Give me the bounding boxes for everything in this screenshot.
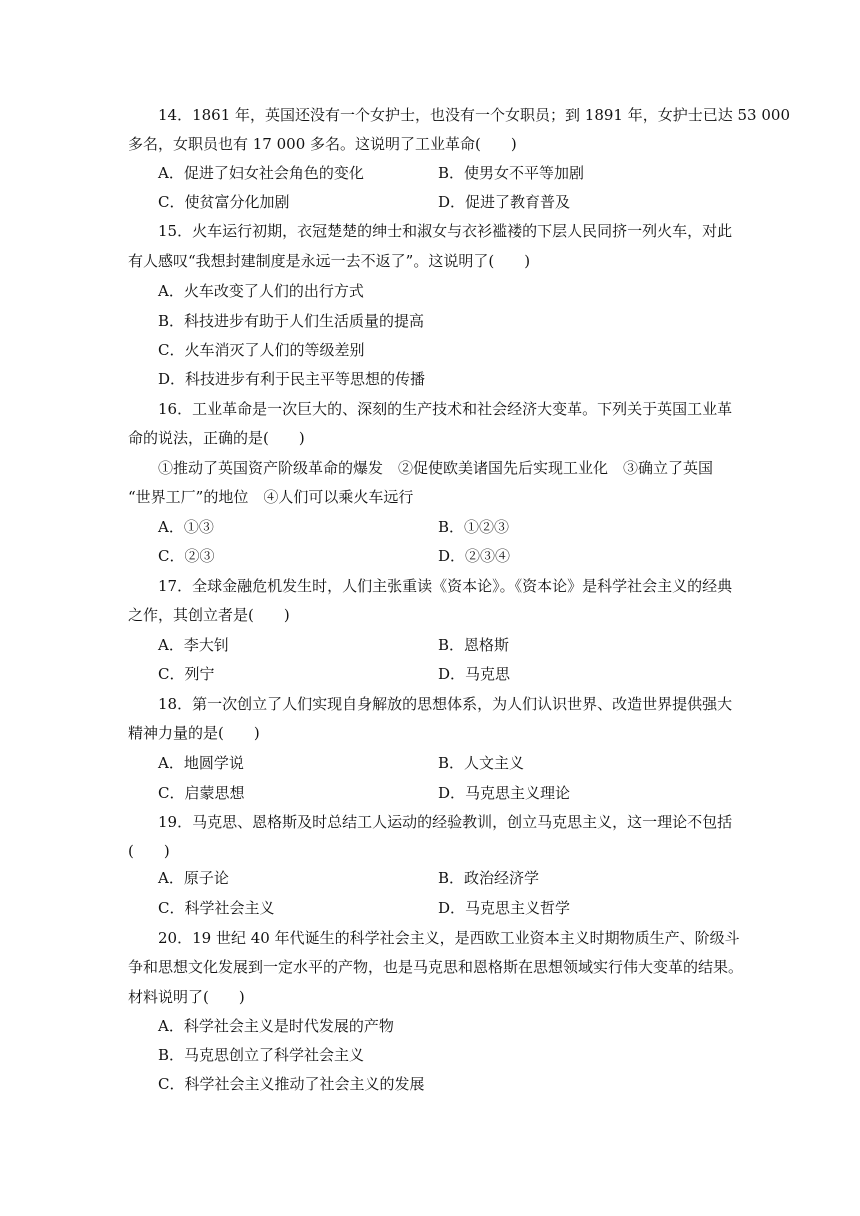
question-18-option-d: D．马克思主义理论 [438,784,571,802]
question-18-line-1: 18．第一次创立了人们实现自身解放的思想体系，为人们认识世界、改造世界提供强大 [158,695,733,713]
question-15-line-1: 15．火车运行初期，衣冠楚楚的绅士和淑女与衣衫褴褛的下层人民同挤一列火车，对此 [158,222,733,240]
question-19-option-d: D．马克思主义哲学 [438,899,571,917]
question-20-option-a: A．科学社会主义是时代发展的产物 [158,1017,394,1035]
question-16-line-1: 16．工业革命是一次巨大的、深刻的生产技术和社会经济大变革。下列关于英国工业革 [158,400,733,418]
question-14-option-c: C．使贫富分化加剧 [158,193,290,211]
question-14-option-a: A．促进了妇女社会角色的变化 [158,164,364,182]
question-18-option-b: B．人文主义 [438,754,525,772]
question-19-option-a: A．原子论 [158,869,229,887]
question-16-option-b: B．①②③ [438,518,510,536]
question-17-option-b: B．恩格斯 [438,636,510,654]
question-15-option-d: D．科技进步有利于民主平等思想的传播 [158,370,426,388]
question-17-line-2: 之作，其创立者是( ) [128,606,290,624]
question-14-option-b: B．使男女不平等加剧 [438,164,585,182]
question-14-option-d: D．促进了教育普及 [438,193,571,211]
question-15-line-2: 有人感叹“我想封建制度是永远一去不返了”。这说明了( ) [128,252,531,270]
question-17-option-a: A．李大钊 [158,636,229,654]
question-14-line-1: 14．1861 年，英国还没有一个女护士，也没有一个女职员；到 1891 年，女护士已达 53 000 [158,106,790,124]
question-16-line-3: ①推动了英国资产阶级革命的爆发 ②促使欧美诸国先后实现工业化 ③确立了英国 [158,459,714,477]
question-20-option-c: C．科学社会主义推动了社会主义的发展 [158,1075,425,1093]
question-19-line-1: 19．马克思、恩格斯及时总结工人运动的经验教训，创立马克思主义，这一理论不包括 [158,813,733,831]
question-17-line-1: 17．全球金融危机发生时，人们主张重读《资本论》。《资本论》是科学社会主义的经典 [158,577,733,595]
question-16-option-d: D．②③④ [438,547,511,565]
question-20-line-1: 20．19 世纪 40 年代诞生的科学社会主义，是西欧工业资本主义时期物质生产、阶级斗 [158,929,740,947]
question-14-line-2: 多名，女职员也有 17 000 多名。这说明了工业革命( ) [128,135,517,153]
question-18-option-a: A．地圆学说 [158,754,244,772]
question-15-option-a: A．火车改变了人们的出行方式 [158,282,364,300]
question-17-option-d: D．马克思 [438,665,511,683]
question-18-line-2: 精神力量的是( ) [128,724,260,742]
question-19-line-2: ( ) [128,842,170,860]
question-17-option-c: C．列宁 [158,665,215,683]
question-15-option-b: B．科技进步有助于人们生活质量的提高 [158,312,425,330]
question-20-line-3: 材料说明了( ) [128,988,245,1006]
question-20-option-b: B．马克思创立了科学社会主义 [158,1046,365,1064]
question-15-option-c: C．火车消灭了人们的等级差别 [158,341,365,359]
question-16-line-2: 命的说法，正确的是( ) [128,429,305,447]
question-19-option-b: B．政治经济学 [438,869,540,887]
question-16-option-c: C．②③ [158,547,215,565]
question-20-line-2: 争和思想文化发展到一定水平的产物，也是马克思和恩格斯在思想领域实行伟大变革的结果。 [128,958,744,976]
question-19-option-c: C．科学社会主义 [158,899,275,917]
question-16-line-4: “世界工厂”的地位 ④人们可以乘火车远行 [128,488,414,506]
question-16-option-a: A．①③ [158,518,214,536]
question-18-option-c: C．启蒙思想 [158,784,245,802]
